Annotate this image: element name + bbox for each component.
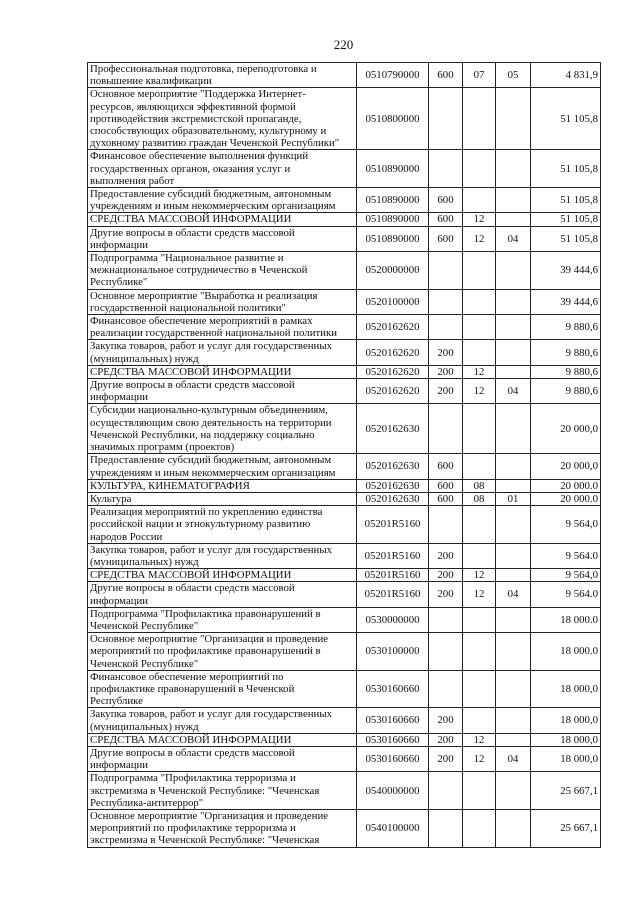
empty-cell: [463, 315, 496, 340]
expense-type-code: 600: [429, 479, 463, 492]
expense-type-code: 200: [429, 543, 463, 568]
section-code: 07: [463, 63, 496, 88]
amount: 9 880,6: [531, 379, 601, 404]
empty-cell: [496, 289, 531, 314]
subsection-code: 04: [496, 746, 531, 771]
amount: 25 667,1: [531, 809, 601, 847]
empty-cell: [463, 454, 496, 479]
table-row: [88, 188, 601, 213]
target-article-code: 0540000000: [357, 772, 429, 810]
table-row: [88, 543, 601, 568]
empty-cell: [496, 340, 531, 365]
item-name: Другие вопросы в области средств массовой информации: [88, 582, 357, 607]
empty-cell: [463, 633, 496, 671]
expense-type-code: 600: [429, 454, 463, 479]
table-row: [88, 404, 601, 454]
amount: 18 000.0: [531, 633, 601, 671]
empty-cell: [463, 88, 496, 150]
empty-cell: [429, 150, 463, 188]
section-code: 12: [463, 733, 496, 746]
empty-cell: [463, 708, 496, 733]
empty-cell: [496, 607, 531, 632]
target-article-code: 0510790000: [357, 63, 429, 88]
amount: 18 000,0: [531, 746, 601, 771]
section-code: 12: [463, 746, 496, 771]
table-row: [88, 379, 601, 404]
amount: 39 444,6: [531, 289, 601, 314]
target-article-code: 0530160660: [357, 708, 429, 733]
target-article-code: 0530160660: [357, 746, 429, 771]
empty-cell: [463, 543, 496, 568]
section-code: 08: [463, 479, 496, 492]
empty-cell: [463, 289, 496, 314]
empty-cell: [429, 506, 463, 544]
target-article-code: 05201R5160: [357, 543, 429, 568]
amount: 51 105,8: [531, 150, 601, 188]
target-article-code: 0520162630: [357, 492, 429, 505]
amount: 18 000,0: [531, 670, 601, 708]
item-name: Подпрограмма "Национальное развитие и межнациональное сотрудничество в Чеченской Республике": [88, 252, 357, 290]
empty-cell: [463, 506, 496, 544]
amount: 20 000.0: [531, 492, 601, 505]
target-article-code: 0520162620: [357, 340, 429, 365]
amount: 9 564.0: [531, 543, 601, 568]
table-row: [88, 226, 601, 251]
table-row: [88, 340, 601, 365]
empty-cell: [496, 733, 531, 746]
empty-cell: [496, 88, 531, 150]
section-code: 08: [463, 492, 496, 505]
amount: 4 831,9: [531, 63, 601, 88]
target-article-code: 0520162630: [357, 454, 429, 479]
target-article-code: 0540100000: [357, 809, 429, 847]
section-code: 12: [463, 569, 496, 582]
item-name: Культура: [88, 492, 357, 505]
empty-cell: [429, 670, 463, 708]
table-row: [88, 708, 601, 733]
table-row: [88, 492, 601, 505]
expense-type-code: 200: [429, 708, 463, 733]
table-row: [88, 88, 601, 150]
target-article-code: 0510890000: [357, 150, 429, 188]
target-article-code: 0510890000: [357, 226, 429, 251]
item-name: Предоставление субсидий бюджетным, автономным учреждениям и иным некоммерческим организациям: [88, 454, 357, 479]
item-name: Финансовое обеспечение мероприятий в рамках реализации государственной национальной политики: [88, 315, 357, 340]
section-code: 12: [463, 379, 496, 404]
table-row: [88, 479, 601, 492]
page-number: 220: [333, 37, 354, 52]
table-row: [88, 633, 601, 671]
target-article-code: 0520162620: [357, 315, 429, 340]
budget-table: [87, 62, 601, 848]
empty-cell: [496, 150, 531, 188]
empty-cell: [496, 506, 531, 544]
target-article-code: 05201R5160: [357, 569, 429, 582]
target-article-code: 0520162620: [357, 379, 429, 404]
item-name: Закупка товаров, работ и услуг для государственных (муниципальных) нужд: [88, 708, 357, 733]
empty-cell: [429, 633, 463, 671]
target-article-code: 0520162620: [357, 365, 429, 378]
empty-cell: [463, 404, 496, 454]
item-name: КУЛЬТУРА, КИНЕМАТОГРАФИЯ: [88, 479, 357, 492]
empty-cell: [496, 188, 531, 213]
table-row: [88, 506, 601, 544]
target-article-code: 0520000000: [357, 252, 429, 290]
amount: 39 444,6: [531, 252, 601, 290]
item-name: СРЕДСТВА МАССОВОЙ ИНФОРМАЦИИ: [88, 569, 357, 582]
empty-cell: [429, 772, 463, 810]
item-name: Другие вопросы в области средств массовой информации: [88, 746, 357, 771]
item-name: Закупка товаров, работ и услуг для государственных (муниципальных) нужд: [88, 543, 357, 568]
table-row: [88, 365, 601, 378]
table-row: [88, 582, 601, 607]
amount: 20 000,0: [531, 404, 601, 454]
subsection-code: 05: [496, 63, 531, 88]
item-name: Основное мероприятие "Организация и проведение мероприятий по профилактике терроризма и экстремизма в Чеченской Республике: "Чеченская: [88, 809, 357, 847]
table-row: [88, 315, 601, 340]
item-name: СРЕДСТВА МАССОВОЙ ИНФОРМАЦИИ: [88, 365, 357, 378]
section-code: 12: [463, 582, 496, 607]
expense-type-code: 200: [429, 379, 463, 404]
empty-cell: [429, 607, 463, 632]
item-name: Основное мероприятие "Организация и проведение мероприятий по профилактике правонарушений в Чеченской Республике": [88, 633, 357, 671]
item-name: Закупка товаров, работ и услуг для государственных (муниципальных) нужд: [88, 340, 357, 365]
subsection-code: 01: [496, 492, 531, 505]
target-article-code: 0530160660: [357, 733, 429, 746]
empty-cell: [496, 708, 531, 733]
subsection-code: 04: [496, 582, 531, 607]
item-name: Основное мероприятие "Поддержка Интернет- ресурсов, являющихся эффективной формой противодействия экстремистской пропаганде, способствующих образовательному, культурному и духовному развитию граждан Чеченской Республики": [88, 88, 357, 150]
empty-cell: [496, 252, 531, 290]
amount: 9 564,0: [531, 506, 601, 544]
amount: 20 000.0: [531, 479, 601, 492]
amount: 25 667,1: [531, 772, 601, 810]
item-name: СРЕДСТВА МАССОВОЙ ИНФОРМАЦИИ: [88, 213, 357, 226]
empty-cell: [463, 252, 496, 290]
section-code: 12: [463, 365, 496, 378]
item-name: Финансовое обеспечение мероприятий по профилактике правонарушений в Чеченской Республике: [88, 670, 357, 708]
amount: 18 000,0: [531, 708, 601, 733]
expense-type-code: 600: [429, 492, 463, 505]
item-name: Другие вопросы в области средств массовой информации: [88, 226, 357, 251]
empty-cell: [496, 569, 531, 582]
table-row: [88, 252, 601, 290]
empty-cell: [429, 88, 463, 150]
item-name: Основное мероприятие "Выработка и реализация государственной национальной политики": [88, 289, 357, 314]
expense-type-code: 600: [429, 188, 463, 213]
table-row: [88, 569, 601, 582]
target-article-code: 0520162630: [357, 404, 429, 454]
empty-cell: [429, 404, 463, 454]
item-name: СРЕДСТВА МАССОВОЙ ИНФОРМАЦИИ: [88, 733, 357, 746]
empty-cell: [496, 543, 531, 568]
empty-cell: [496, 404, 531, 454]
expense-type-code: 200: [429, 340, 463, 365]
empty-cell: [496, 454, 531, 479]
target-article-code: 0510800000: [357, 88, 429, 150]
empty-cell: [463, 607, 496, 632]
item-name: Другие вопросы в области средств массовой информации: [88, 379, 357, 404]
table-row: [88, 809, 601, 847]
expense-type-code: 600: [429, 226, 463, 251]
amount: 18 000.0: [531, 607, 601, 632]
target-article-code: 0510890000: [357, 188, 429, 213]
empty-cell: [429, 315, 463, 340]
table-row: [88, 733, 601, 746]
table-row: [88, 213, 601, 226]
empty-cell: [496, 315, 531, 340]
amount: 9 880,6: [531, 340, 601, 365]
item-name: Предоставление субсидий бюджетным, автономным учреждениям и иным некоммерческим организациям: [88, 188, 357, 213]
empty-cell: [429, 809, 463, 847]
amount: 9 880,6: [531, 365, 601, 378]
subsection-code: 04: [496, 226, 531, 251]
empty-cell: [496, 772, 531, 810]
amount: 51 105,8: [531, 226, 601, 251]
empty-cell: [496, 479, 531, 492]
subsection-code: 04: [496, 379, 531, 404]
expense-type-code: 600: [429, 213, 463, 226]
expense-type-code: 600: [429, 63, 463, 88]
empty-cell: [463, 150, 496, 188]
empty-cell: [463, 772, 496, 810]
amount: 51 105,8: [531, 88, 601, 150]
amount: 9 564.0: [531, 582, 601, 607]
empty-cell: [496, 213, 531, 226]
table-row: [88, 150, 601, 188]
amount: 51 105,8: [531, 213, 601, 226]
target-article-code: 0530100000: [357, 633, 429, 671]
expense-type-code: 200: [429, 569, 463, 582]
item-name: Реализация мероприятий по укреплению единства российской нации и этнокультурному развитию народов России: [88, 506, 357, 544]
expense-type-code: 200: [429, 733, 463, 746]
expense-type-code: 200: [429, 365, 463, 378]
empty-cell: [496, 365, 531, 378]
target-article-code: 0520162630: [357, 479, 429, 492]
item-name: Подпрограмма "Профилактика правонарушений в Чеченской Республике": [88, 607, 357, 632]
table-row: [88, 746, 601, 771]
section-code: 12: [463, 213, 496, 226]
empty-cell: [496, 633, 531, 671]
target-article-code: 0530000000: [357, 607, 429, 632]
table-row: [88, 63, 601, 88]
item-name: Подпрограмма "Профилактика терроризма и экстремизма в Чеченской Республике: "Чеченская Республика-антитеррор": [88, 772, 357, 810]
amount: 18 000,0: [531, 733, 601, 746]
target-article-code: 0530160660: [357, 670, 429, 708]
table-row: [88, 772, 601, 810]
amount: 51 105,8: [531, 188, 601, 213]
empty-cell: [463, 809, 496, 847]
empty-cell: [463, 188, 496, 213]
item-name: Профессиональная подготовка, переподготовка и повышение квалификации: [88, 63, 357, 88]
empty-cell: [463, 670, 496, 708]
expense-type-code: 200: [429, 582, 463, 607]
empty-cell: [496, 809, 531, 847]
expense-type-code: 200: [429, 746, 463, 771]
table-row: [88, 607, 601, 632]
table-row: [88, 454, 601, 479]
item-name: Финансовое обеспечение выполнения функций государственных органов, оказания услуг и выполнения работ: [88, 150, 357, 188]
amount: 20 000,0: [531, 454, 601, 479]
section-code: 12: [463, 226, 496, 251]
target-article-code: 0520100000: [357, 289, 429, 314]
empty-cell: [463, 340, 496, 365]
empty-cell: [429, 252, 463, 290]
target-article-code: 0510890000: [357, 213, 429, 226]
amount: 9 880,6: [531, 315, 601, 340]
amount: 9 564,0: [531, 569, 601, 582]
target-article-code: 05201R5160: [357, 506, 429, 544]
empty-cell: [496, 670, 531, 708]
target-article-code: 05201R5160: [357, 582, 429, 607]
empty-cell: [429, 289, 463, 314]
table-row: [88, 670, 601, 708]
item-name: Субсидии национально-культурным объединениям, осуществляющим свою деятельность на территории Чеченской Республики, на поддержку социально значимых программ (проектов): [88, 404, 357, 454]
table-row: [88, 289, 601, 314]
